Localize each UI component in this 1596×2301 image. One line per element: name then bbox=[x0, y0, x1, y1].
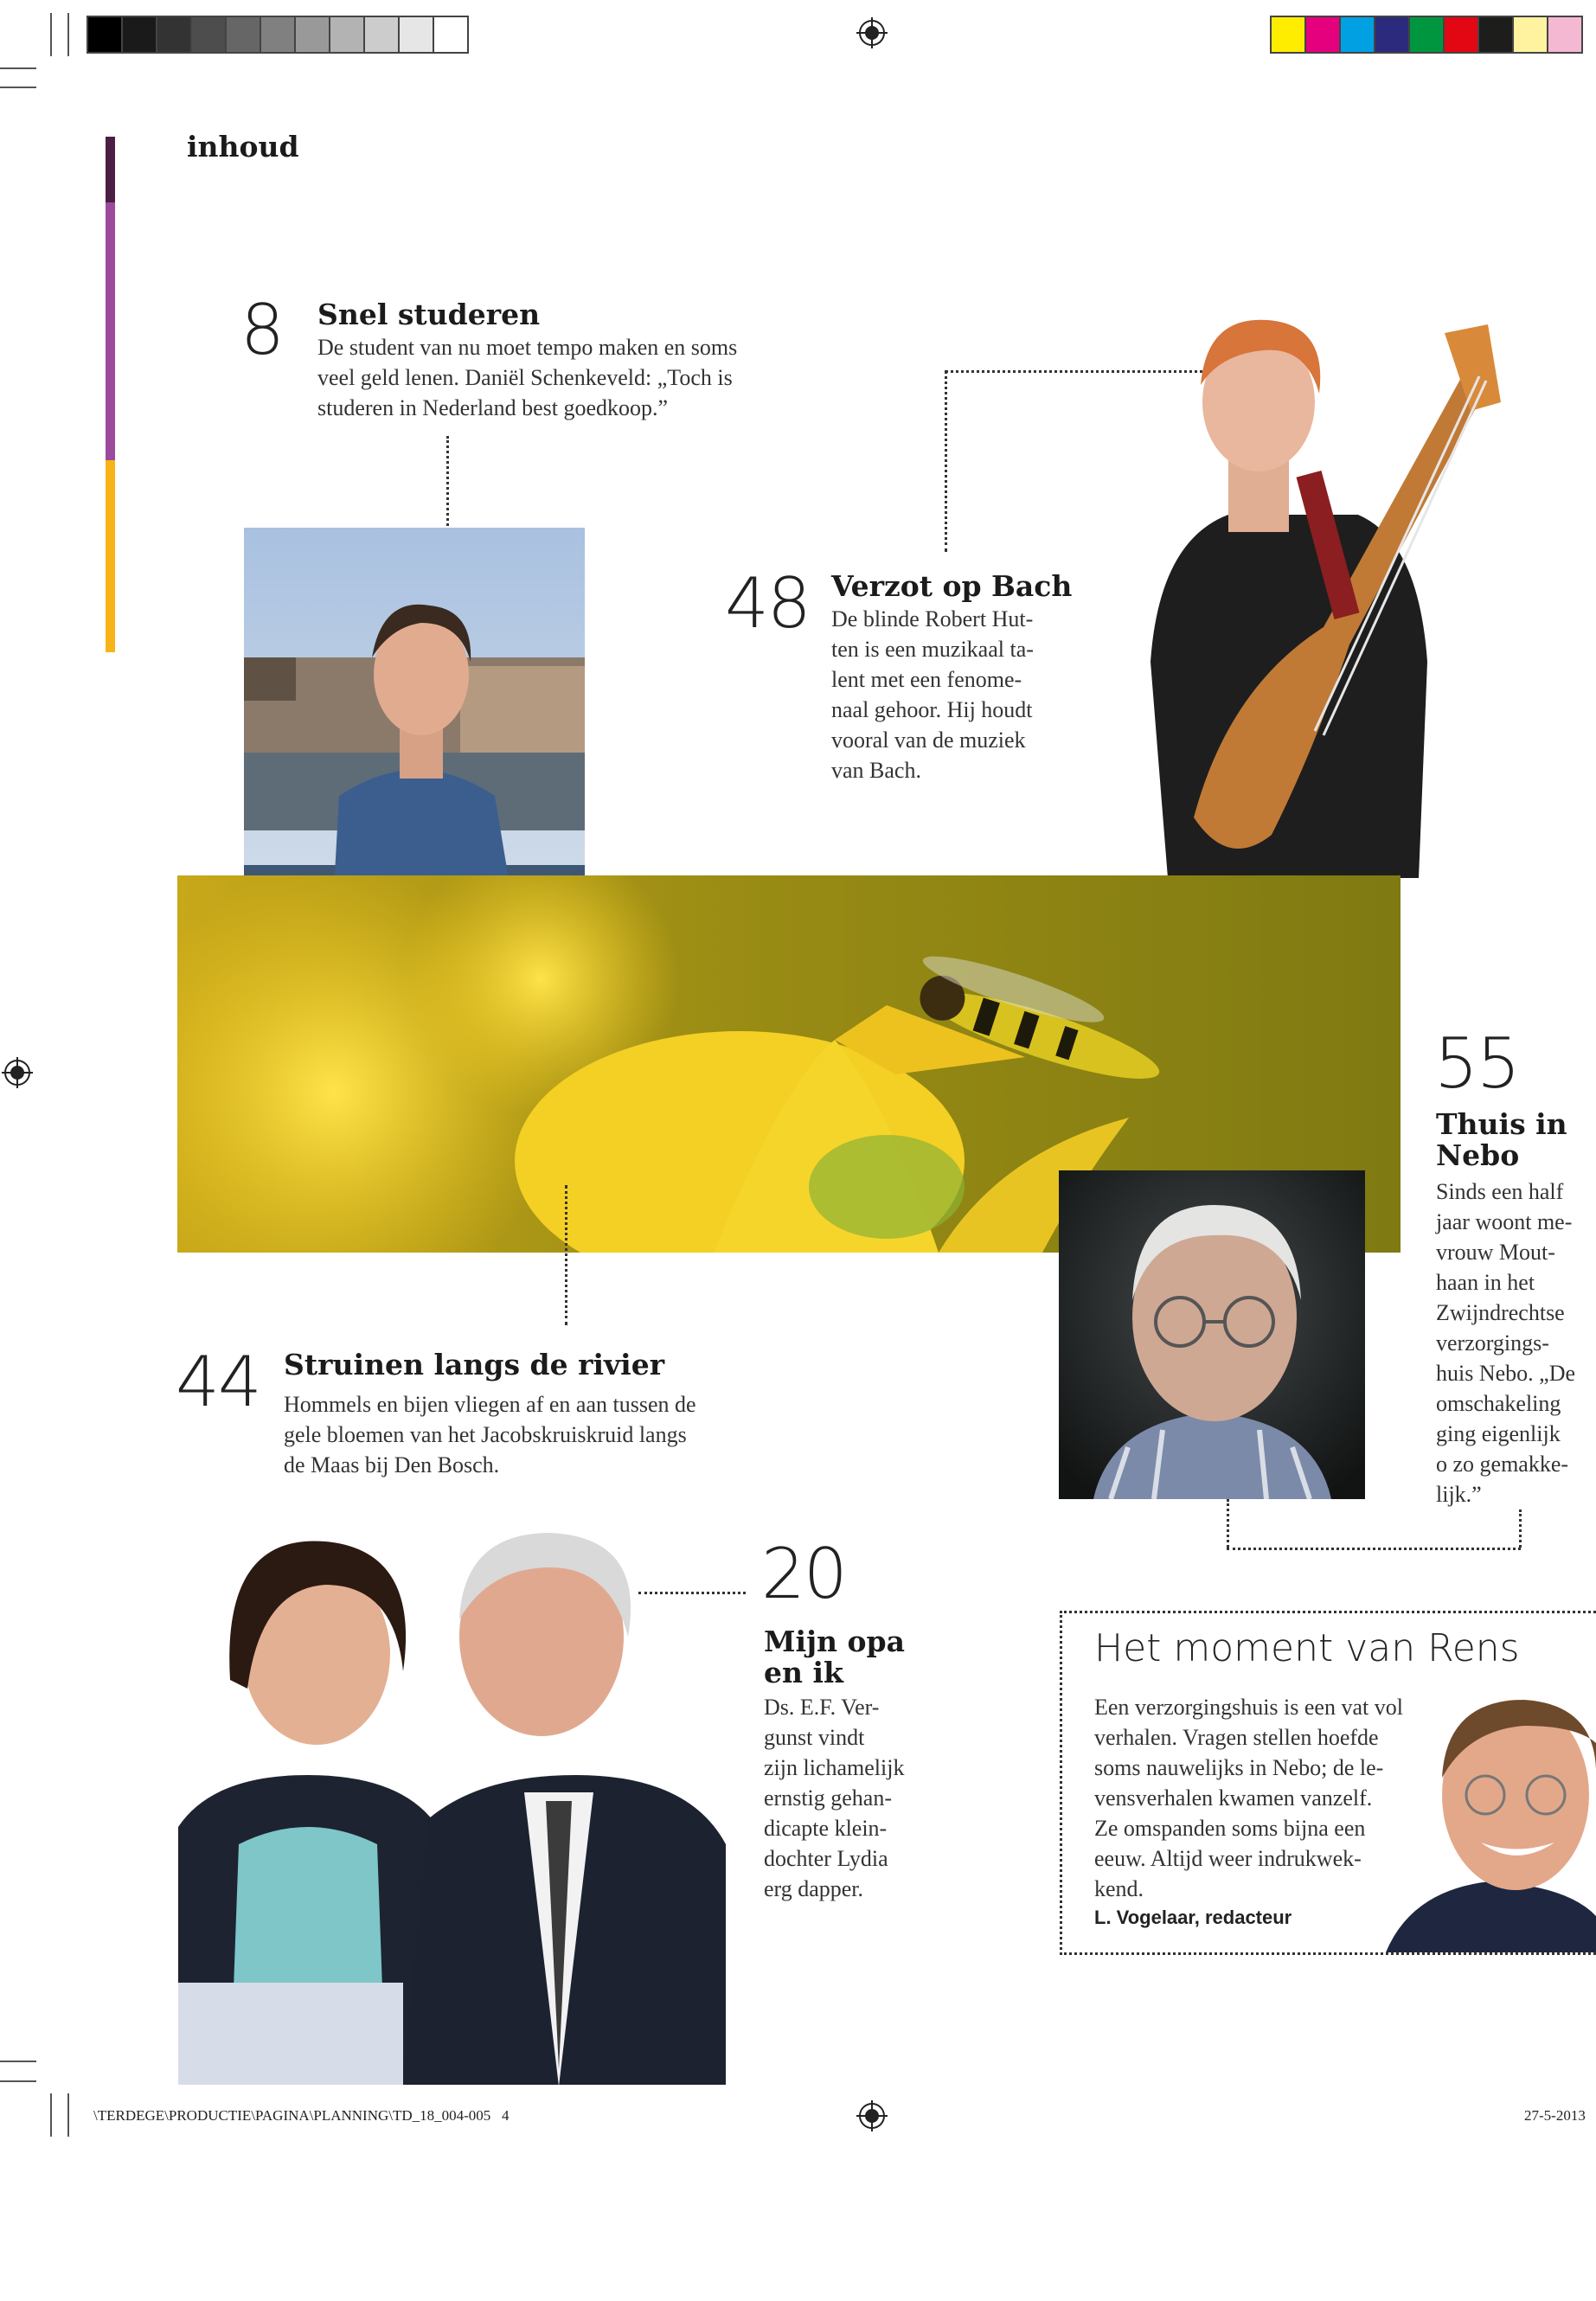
teaser-line: ernstig gehan- bbox=[764, 1785, 893, 1811]
color-swatch bbox=[294, 17, 329, 52]
editorial-line: soms nauwelijks in Nebo; de le- bbox=[1094, 1755, 1384, 1780]
teaser-line: De student van nu moet tempo maken en soms bbox=[317, 335, 738, 360]
elderly-woman-photo[interactable] bbox=[1059, 1170, 1365, 1499]
color-swatch bbox=[1408, 17, 1443, 52]
crop-mark-bottom-h bbox=[0, 2061, 36, 2062]
crop-mark-bottom-h2 bbox=[0, 2080, 36, 2082]
editorial-line: kend. bbox=[1094, 1876, 1144, 1901]
connector-line bbox=[1519, 1509, 1522, 1548]
teaser-line: Ds. E.F. Ver- bbox=[764, 1695, 880, 1720]
article-teaser bbox=[831, 604, 1034, 785]
editorial-line: Ze omspanden soms bijna een bbox=[1094, 1816, 1366, 1841]
color-swatch bbox=[1374, 17, 1408, 52]
connector-line bbox=[638, 1592, 746, 1594]
crop-mark-left-bottom-2 bbox=[67, 2093, 69, 2137]
teaser-line: dochter Lydia bbox=[764, 1846, 888, 1871]
connector-line bbox=[1227, 1499, 1229, 1548]
title-line: Mijn opa bbox=[764, 1625, 905, 1658]
teaser-line: omschakeling bbox=[1436, 1391, 1561, 1416]
teaser-line: Hommels en bijen vliegen af en aan tussen de bbox=[284, 1392, 696, 1417]
article-title[interactable] bbox=[764, 1626, 905, 1689]
teaser-line: vooral van de muziek bbox=[831, 727, 1026, 753]
color-swatch bbox=[363, 17, 398, 52]
teaser-line: verzorgings- bbox=[1436, 1330, 1549, 1356]
color-swatch bbox=[433, 17, 467, 52]
article-page-number: 48 bbox=[725, 563, 810, 644]
editorial-line: vensverhalen kwamen vanzelf. bbox=[1094, 1785, 1373, 1811]
registration-mark-bottom-icon bbox=[856, 2100, 888, 2135]
color-swatch bbox=[225, 17, 260, 52]
gray-color-bar bbox=[87, 16, 469, 54]
teaser-line: naal gehoor. Hij houdt bbox=[831, 697, 1033, 722]
bass-player-photo[interactable] bbox=[1099, 298, 1505, 878]
color-swatch bbox=[329, 17, 363, 52]
title-line: Nebo bbox=[1436, 1138, 1520, 1172]
crop-mark-left-top-2 bbox=[67, 13, 69, 56]
teaser-line: van Bach. bbox=[831, 758, 921, 783]
crop-mark-left-bottom-1 bbox=[50, 2093, 52, 2137]
teaser-line: Sinds een half bbox=[1436, 1179, 1564, 1204]
color-swatch bbox=[1477, 17, 1512, 52]
article-page-number: 8 bbox=[240, 290, 283, 370]
color-swatch bbox=[1547, 17, 1581, 52]
teaser-line: huis Nebo. „De bbox=[1436, 1361, 1576, 1386]
crop-mark-left-top-1 bbox=[50, 13, 52, 56]
color-swatch bbox=[1272, 17, 1304, 52]
connector-line bbox=[945, 370, 947, 552]
teaser-line: haan in het bbox=[1436, 1270, 1535, 1295]
print-date: 27-5-2013 bbox=[1524, 2107, 1586, 2124]
article-title[interactable] bbox=[1436, 1109, 1567, 1171]
title-line: Thuis in bbox=[1436, 1107, 1567, 1141]
teaser-line: veel geld lenen. Daniël Schenkeveld: „Toch is bbox=[317, 365, 733, 390]
teaser-line: erg dapper. bbox=[764, 1876, 864, 1901]
teaser-line: de Maas bij Den Bosch. bbox=[284, 1452, 500, 1477]
process-color-bar bbox=[1270, 16, 1583, 54]
teaser-line: zijn lichamelijk bbox=[764, 1755, 905, 1780]
teaser-line: vrouw Mout- bbox=[1436, 1240, 1555, 1265]
article-title[interactable]: Snel studeren bbox=[317, 298, 541, 331]
editor-portrait-photo[interactable] bbox=[1386, 1691, 1596, 1952]
article-teaser bbox=[317, 332, 737, 423]
registration-mark-top-icon bbox=[856, 17, 888, 52]
color-swatch bbox=[190, 17, 225, 52]
teaser-line: studeren in Nederland best goedkoop.” bbox=[317, 395, 669, 420]
teaser-line: ging eigenlijk bbox=[1436, 1421, 1561, 1446]
section-label: inhoud bbox=[187, 130, 299, 163]
teaser-line: Zwijndrechtse bbox=[1436, 1300, 1565, 1325]
editorial-text bbox=[1094, 1692, 1403, 1904]
registration-mark-left-icon bbox=[2, 1057, 33, 1092]
teaser-line: gele bloemen van het Jacobskruiskruid langs bbox=[284, 1422, 687, 1447]
teaser-line: lijk.” bbox=[1436, 1482, 1482, 1507]
teaser-line: De blinde Robert Hut- bbox=[831, 606, 1034, 631]
teaser-line: ten is een muzikaal ta- bbox=[831, 637, 1034, 662]
article-page-number: 20 bbox=[761, 1534, 846, 1614]
section-color-bar-purple bbox=[106, 202, 115, 460]
color-swatch bbox=[88, 17, 121, 52]
color-swatch bbox=[1443, 17, 1477, 52]
color-swatch bbox=[398, 17, 433, 52]
color-swatch bbox=[1339, 17, 1374, 52]
article-teaser bbox=[284, 1389, 696, 1480]
teaser-line: lent met een fenome- bbox=[831, 667, 1022, 692]
teaser-line: dicapte klein- bbox=[764, 1816, 888, 1841]
title-line: en ik bbox=[764, 1656, 843, 1689]
connector-line bbox=[565, 1185, 567, 1325]
crop-mark-top-h bbox=[0, 67, 36, 69]
article-title[interactable]: Struinen langs de rivier bbox=[284, 1348, 665, 1381]
teaser-line: o zo gemakke- bbox=[1436, 1452, 1569, 1477]
article-page-number: 55 bbox=[1434, 1023, 1519, 1104]
article-teaser bbox=[764, 1692, 904, 1904]
teaser-line: jaar woont me- bbox=[1436, 1209, 1573, 1234]
connector-line bbox=[1227, 1548, 1521, 1550]
color-swatch bbox=[156, 17, 190, 52]
editor-role: , redacteur bbox=[1194, 1907, 1292, 1928]
section-color-bar-yellow bbox=[106, 460, 115, 652]
article-teaser bbox=[1436, 1176, 1575, 1509]
editor-name: L. Vogelaar bbox=[1094, 1907, 1195, 1928]
color-swatch bbox=[1304, 17, 1339, 52]
editorial-title: Het moment van Rens bbox=[1094, 1626, 1520, 1670]
color-swatch bbox=[1512, 17, 1547, 52]
grandfather-granddaughter-photo[interactable] bbox=[178, 1516, 726, 2085]
article-page-number: 44 bbox=[176, 1342, 260, 1422]
editorial-line: Een verzorgingshuis is een vat vol bbox=[1094, 1695, 1403, 1720]
color-swatch bbox=[121, 17, 156, 52]
teaser-line: gunst vindt bbox=[764, 1725, 865, 1750]
editorial-line: eeuw. Altijd weer indrukwek- bbox=[1094, 1846, 1362, 1871]
section-color-bar-dark bbox=[106, 137, 115, 202]
editorial-signature bbox=[1094, 1907, 1292, 1929]
article-title[interactable]: Verzot op Bach bbox=[831, 569, 1073, 603]
editorial-line: verhalen. Vragen stellen hoefde bbox=[1094, 1725, 1379, 1750]
print-file-path: \TERDEGE\PRODUCTIE\PAGINA\PLANNING\TD_18_004-005 4 bbox=[93, 2107, 510, 2124]
crop-mark-top-h2 bbox=[0, 87, 36, 88]
color-swatch bbox=[260, 17, 294, 52]
